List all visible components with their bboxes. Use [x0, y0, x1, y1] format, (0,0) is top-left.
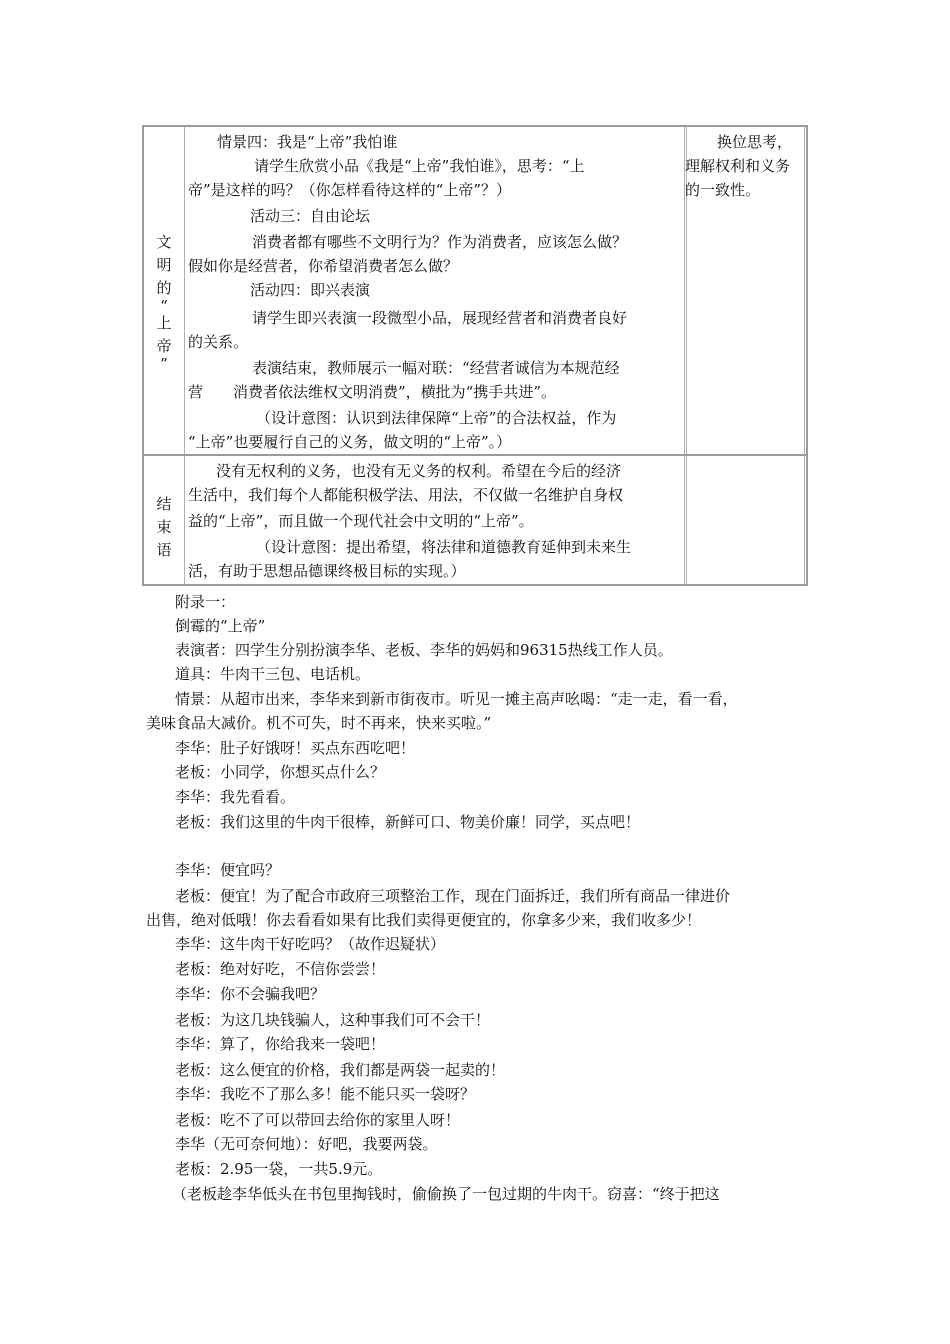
dialogue-line: 老板：我们这里的牛肉干很棒，新鲜可口、物美价廉！同学，买点吧！	[175, 813, 641, 831]
label-char: 文	[156, 233, 172, 251]
section-label-conclusion	[144, 493, 184, 562]
dialogue-line: 李华：这牛肉干好吃吗？（故作迟疑状）	[175, 935, 446, 953]
note-line: 的一致性。	[685, 181, 761, 199]
appendix-line: 情景：从超市出来，李华来到新市街夜市。听见一摊主高声吆喝：“走一走，看一看，	[175, 690, 738, 708]
dialogue-line: 老板：小同学，你想买点什么？	[175, 763, 386, 781]
scene-heading: 情景四：我是“上帝”我怕谁	[217, 133, 398, 151]
label-char: ”	[160, 355, 168, 373]
content-line: 益的“上帝”，而且做一个现代社会中文明的“上帝”。	[188, 512, 534, 530]
appendix-heading: 附录一：	[175, 593, 236, 611]
dialogue-line: 老板：这么便宜的价格，我们都是两袋一起卖的！	[175, 1061, 506, 1079]
design-intent-line: “上帝”也要履行自己的义务，做文明的“上帝”。）	[188, 433, 512, 451]
appendix-line: 表演者：四学生分别扮演李华、老板、李华的妈妈和96315热线工作人员。	[175, 641, 673, 659]
dialogue-line: 李华：我吃不了那么多！能不能只买一袋呀？	[175, 1085, 476, 1103]
activity-heading: 活动四：即兴表演	[250, 281, 371, 299]
label-char: 明	[156, 256, 172, 274]
lesson-table	[142, 125, 808, 586]
design-intent-line: 活，有助于思想品德课终极目标的实现。）	[188, 562, 466, 580]
skit-title: 倒霉的“上帝”	[175, 617, 266, 635]
content-line: 的关系。	[188, 333, 249, 351]
content-line: 生活中，我们每个人都能积极学法、用法，不仅做一名维护自身权	[188, 486, 624, 504]
dialogue-line: 李华：算了，你给我来一袋吧！	[175, 1035, 386, 1053]
dialogue-line: 李华：我先看看。	[175, 788, 296, 806]
content-line: 没有无权利的义务，也没有无义务的权利。希望在今后的经济	[216, 462, 622, 480]
activity-heading: 活动三：自由论坛	[250, 207, 371, 225]
conclusion-content-cell	[186, 456, 684, 584]
dialogue-line: 出售，绝对低哦！你去看看如果有比我们卖得更便宜的，你拿多少来，我们收多少！	[146, 911, 702, 929]
activity-content-cell	[186, 127, 684, 454]
label-char: 结	[156, 495, 172, 513]
design-intent-line: （设计意图：认识到法律保障“上帝”的合法权益，作为	[256, 409, 617, 427]
dialogue-line: 李华：便宜吗？	[175, 861, 281, 879]
column-divider	[184, 127, 185, 584]
label-char: “	[160, 297, 168, 315]
dialogue-line: 老板：便宜！为了配合市政府三项整治工作，现在门面拆迁，我们所有商品一律进价	[175, 887, 731, 905]
content-line: 消费者都有哪些不文明行为？作为消费者，应该怎么做？	[252, 233, 628, 251]
label-char: 帝	[156, 337, 172, 355]
section-label-civilized-god	[144, 231, 184, 373]
label-char: 束	[156, 518, 172, 536]
appendix-line: 美味食品大减价。机不可失，时不再来，快来买啦。”	[146, 714, 492, 732]
dialogue-line: 老板：2.95一袋，一共5.9元。	[175, 1160, 383, 1178]
label-char: 上	[156, 314, 172, 332]
dialogue-line: 李华：肚子好饿呀！买点东西吃吧！	[175, 739, 416, 757]
dialogue-line: 老板：为这几块钱骗人，这种事我们可不会干！	[175, 1011, 491, 1029]
column-divider	[804, 127, 805, 584]
content-line: 帝”是这样的吗？（你怎样看待这样的“上帝”？）	[188, 181, 512, 199]
note-line: 换位思考，	[717, 133, 793, 151]
content-line: 请学生欣赏小品《我是“上帝”我怕谁》，思考：“上	[254, 157, 585, 175]
appendix-line: 道具：牛肉干三包、电话机。	[175, 665, 371, 683]
dialogue-line: 李华（无可奈何地）：好吧，我要两袋。	[175, 1135, 438, 1153]
content-line: 营 消费者依法维权文明消费”，横批为“携手共进”。	[188, 383, 557, 401]
dialogue-line: 老板：吃不了可以带回去给你的家里人呀！	[175, 1111, 461, 1129]
content-line: 请学生即兴表演一段微型小品，展现经营者和消费者良好	[252, 309, 628, 327]
note-line: 理解权利和义务	[685, 157, 791, 175]
notes-cell	[687, 127, 804, 454]
content-line: 假如你是经营者，你希望消费者怎么做？	[188, 257, 459, 275]
dialogue-line: （老板趁李华低头在书包里掏钱时，偷偷换了一包过期的牛肉干。窃喜：“终于把这	[172, 1185, 720, 1203]
dialogue-line: 李华：你不会骗我吧？	[175, 985, 326, 1003]
content-line: 表演结束，教师展示一幅对联：“经营者诚信为本规范经	[252, 359, 620, 377]
label-char: 的	[156, 279, 172, 297]
design-intent-line: （设计意图：提出希望，将法律和道德教育延伸到未来生	[256, 538, 632, 556]
dialogue-line: 老板：绝对好吃，不信你尝尝！	[175, 960, 386, 978]
label-char: 语	[156, 541, 172, 559]
